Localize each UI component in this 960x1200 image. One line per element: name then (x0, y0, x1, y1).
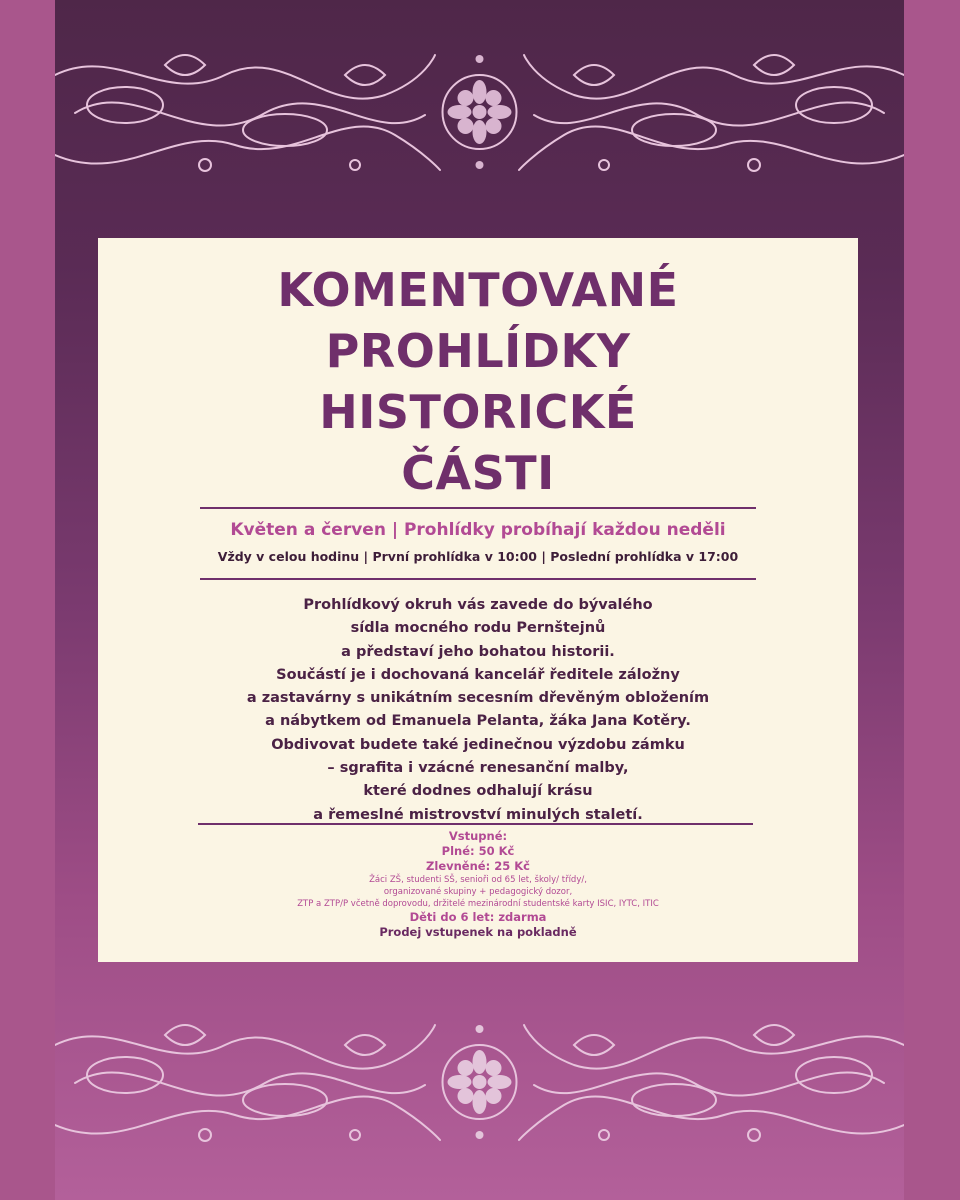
title-line: ČÁSTI (401, 446, 555, 500)
ticket-sale-note: Prodej vstupenek na pokladně (379, 925, 577, 939)
description-line: Obdivovat budete také jedinečnou výzdobu zámku (271, 736, 685, 753)
title-line: KOMENTOVANÉ (277, 263, 679, 317)
reduced-details-line: ZTP a ZTP/P včetně doprovodu, držitelé mezinárodní studentské karty ISIC, IYTC, ITIC (297, 899, 659, 909)
price-reduced: Zlevněné: 25 Kč (426, 859, 530, 873)
title-line: HISTORICKÉ (319, 385, 637, 439)
divider (200, 578, 756, 580)
description-line: Prohlídkový okruh vás zavede do bývalého (303, 597, 653, 613)
description-line: sídla mocného rodu Pernštejnů (350, 620, 606, 637)
reduced-details-line: Žáci ZŠ, studenti SŠ, senioři od 65 let, školy/ třídy/, (369, 875, 587, 885)
price-children: Děti do 6 let: zdarma (409, 910, 547, 924)
pricing-heading: Vstupné: (448, 829, 508, 843)
bottom-floral-ornament (55, 1005, 904, 1160)
schedule-subtitle: Květen a červen | Prohlídky probíhají každou neděli (230, 520, 726, 540)
description-line: které dodnes odhalují krásu (363, 783, 593, 800)
top-floral-ornament (55, 35, 904, 190)
pricing-section (98, 829, 858, 940)
poster-title (98, 260, 858, 504)
info-card (98, 238, 858, 962)
description-line: a zastavárny s unikátním secesním dřevěným obložením (246, 690, 710, 707)
divider (198, 823, 753, 825)
divider (200, 507, 756, 509)
description-line: Součástí je i dochovaná kancelář ředitele záložny (276, 666, 680, 683)
description-line: – sgrafita i vzácné renesanční malby, (327, 760, 629, 777)
tour-description (98, 594, 858, 827)
reduced-details-line: organizované skupiny + pedagogický dozor, (383, 887, 573, 897)
title-line: PROHLÍDKY (325, 324, 631, 378)
price-full: Plné: 50 Kč (441, 844, 515, 858)
tour-times: Vždy v celou hodinu | První prohlídka v 10:00 | Poslední prohlídka v 17:00 (217, 549, 739, 564)
description-line: a představí jeho bohatou historii. (341, 643, 615, 660)
description-line: a řemeslné mistrovství minulých staletí. (313, 806, 643, 823)
description-line: a nábytkem od Emanuela Pelanta, žáka Jana Kotěry. (265, 713, 691, 730)
